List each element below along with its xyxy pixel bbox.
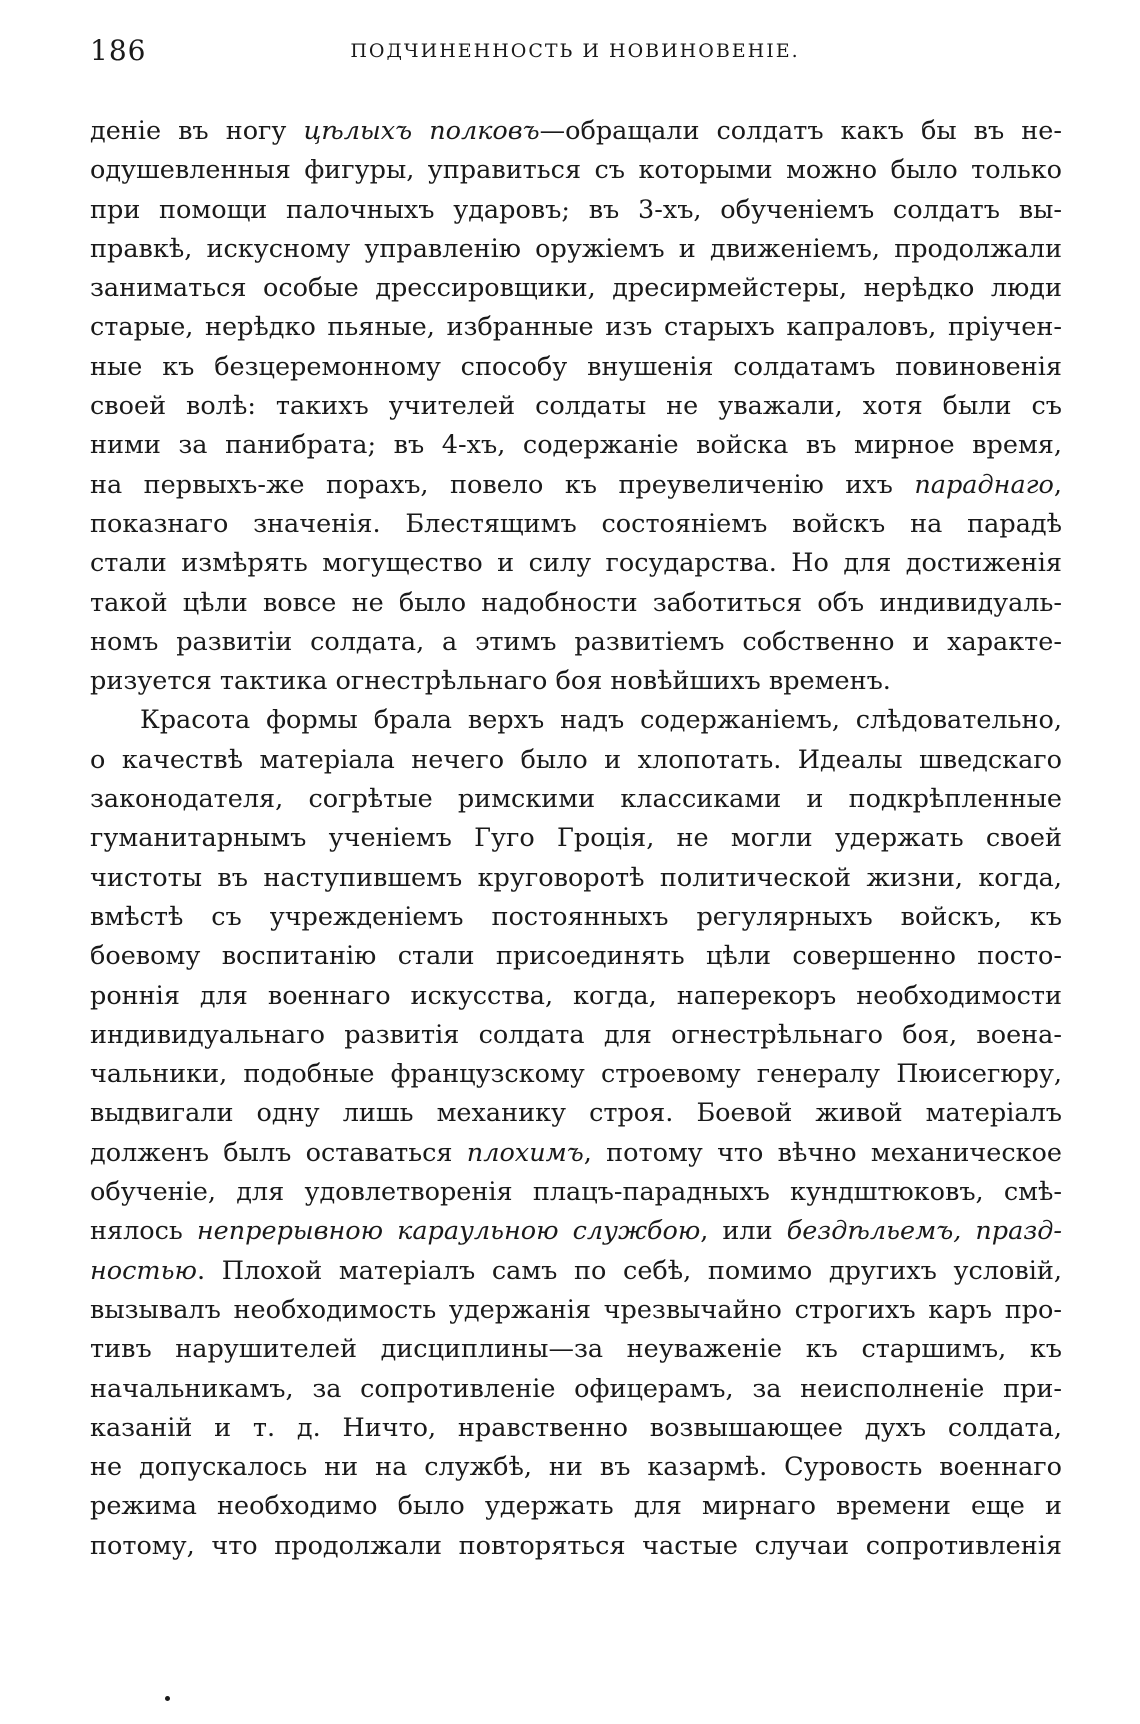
text-line: начальникамъ, за сопротивленіе офицерамъ, за неисполненіе при- [90,1373,1062,1404]
text-line: боевому воспитанію стали присоединять цѣли совершенно посто- [90,941,1062,972]
text-line: о качествѣ матеріала нечего было и хлопотать. Идеалы шведскаго [90,744,1062,775]
body-text [90,112,1062,1566]
text-line: номъ развитіи солдата, а этимъ развитіемъ собственно и характе- [90,626,1062,657]
text-line: законодателя, согрѣтые римскими классиками и подкрѣпленные [90,784,1062,815]
text-line: такой цѣли вовсе не было надобности заботиться объ индивидуаль- [90,587,1062,618]
text-line: показнаго значенія. Блестящимъ состояніемъ войскъ на парадѣ [90,508,1062,539]
text-line: при помощи палочныхъ ударовъ; въ 3-хъ, обученіемъ солдатъ вы- [90,194,1062,225]
text-line: чальники, подобные французскому строевому генералу Пюисегюру, [90,1059,1062,1090]
text-line: своей волѣ: такихъ учителей солдаты не уважали, хотя были съ [90,391,1062,422]
text-line: стали измѣрять могущество и силу государства. Но для достиженія [90,548,1062,579]
page-header [90,34,1060,74]
text-line: ные къ безцеремонному способу внушенія солдатамъ повиновенія [90,351,1062,382]
text-line: выдвигали одну лишь механику строя. Боевой живой матеріалъ [90,1098,1062,1129]
running-title: ПОДЧИНЕННОСТЬ И НОВИНОВЕНІЕ. [350,40,800,62]
text-line: вызывалъ необходимость удержанія чрезвычайно строгихъ каръ про- [90,1294,1062,1325]
text-line: ними за панибрата; въ 4-хъ, содержаніе войска въ мирное время, [90,430,1062,461]
text-line: долженъ былъ оставаться плохимъ, потому что вѣчно механическое [90,1137,1062,1168]
text-line: на первыхъ-же порахъ, повело къ преувеличенію ихъ параднаго, [90,469,1062,500]
text-line: роннія для военнаго искусства, когда, наперекоръ необходимости [90,980,1062,1011]
text-line: ностью. Плохой матеріалъ самъ по себѣ, помимо другихъ условій, [90,1255,1062,1286]
text-line: чистоты въ наступившемъ круговоротѣ политической жизни, когда, [90,862,1062,893]
page-number: 186 [90,34,147,67]
text-line: ризуется тактика огнестрѣльнаго боя новѣйшихъ временъ. [90,666,891,697]
text-line: обученіе, для удовлетворенія плацъ-парадныхъ кундштюковъ, смѣ- [90,1177,1062,1208]
text-line: старые, нерѣдко пьяные, избранные изъ старыхъ капраловъ, пріучен- [90,312,1062,343]
text-line: индивидуальнаго развитія солдата для огнестрѣльнаго боя, воена- [90,1019,1062,1050]
text-line: не допускалось ни на службѣ, ни въ казармѣ. Суровость военнаго [90,1452,1062,1483]
text-line: гуманитарнымъ ученіемъ Гуго Гроція, не могли удержать своей [90,823,1062,854]
text-line: тивъ нарушителей дисциплины—за неуваженіе къ старшимъ, къ [90,1334,1062,1365]
text-line: заниматься особые дрессировщики, дресирмейстеры, нерѣдко люди [90,273,1062,304]
text-line: одушевленныя фигуры, управиться съ которыми можно было только [90,155,1062,186]
text-line: режима необходимо было удержать для мирнаго времени еще и [90,1491,1062,1522]
text-line: нялось непрерывною караульною службою, или бездѣльемъ, празд- [90,1216,1062,1247]
text-line: вмѣстѣ съ учрежденіемъ постоянныхъ регулярныхъ войскъ, къ [90,901,1062,932]
text-line: потому, что продолжали повторяться частые случаи сопротивленія [90,1530,1062,1561]
text-line: деніе въ ногу цѣлыхъ полковъ—обращали солдатъ какъ бы въ не- [90,116,1062,146]
text-line: казаній и т. д. Ничто, нравственно возвышающее духъ солдата, [90,1412,1062,1443]
text-line: правкѣ, искусному управленію оружіемъ и движеніемъ, продолжали [90,233,1062,264]
print-speck [165,1696,170,1701]
paragraph-start-line: Красота формы брала верхъ надъ содержаніемъ, слѣдовательно, [140,705,1062,736]
